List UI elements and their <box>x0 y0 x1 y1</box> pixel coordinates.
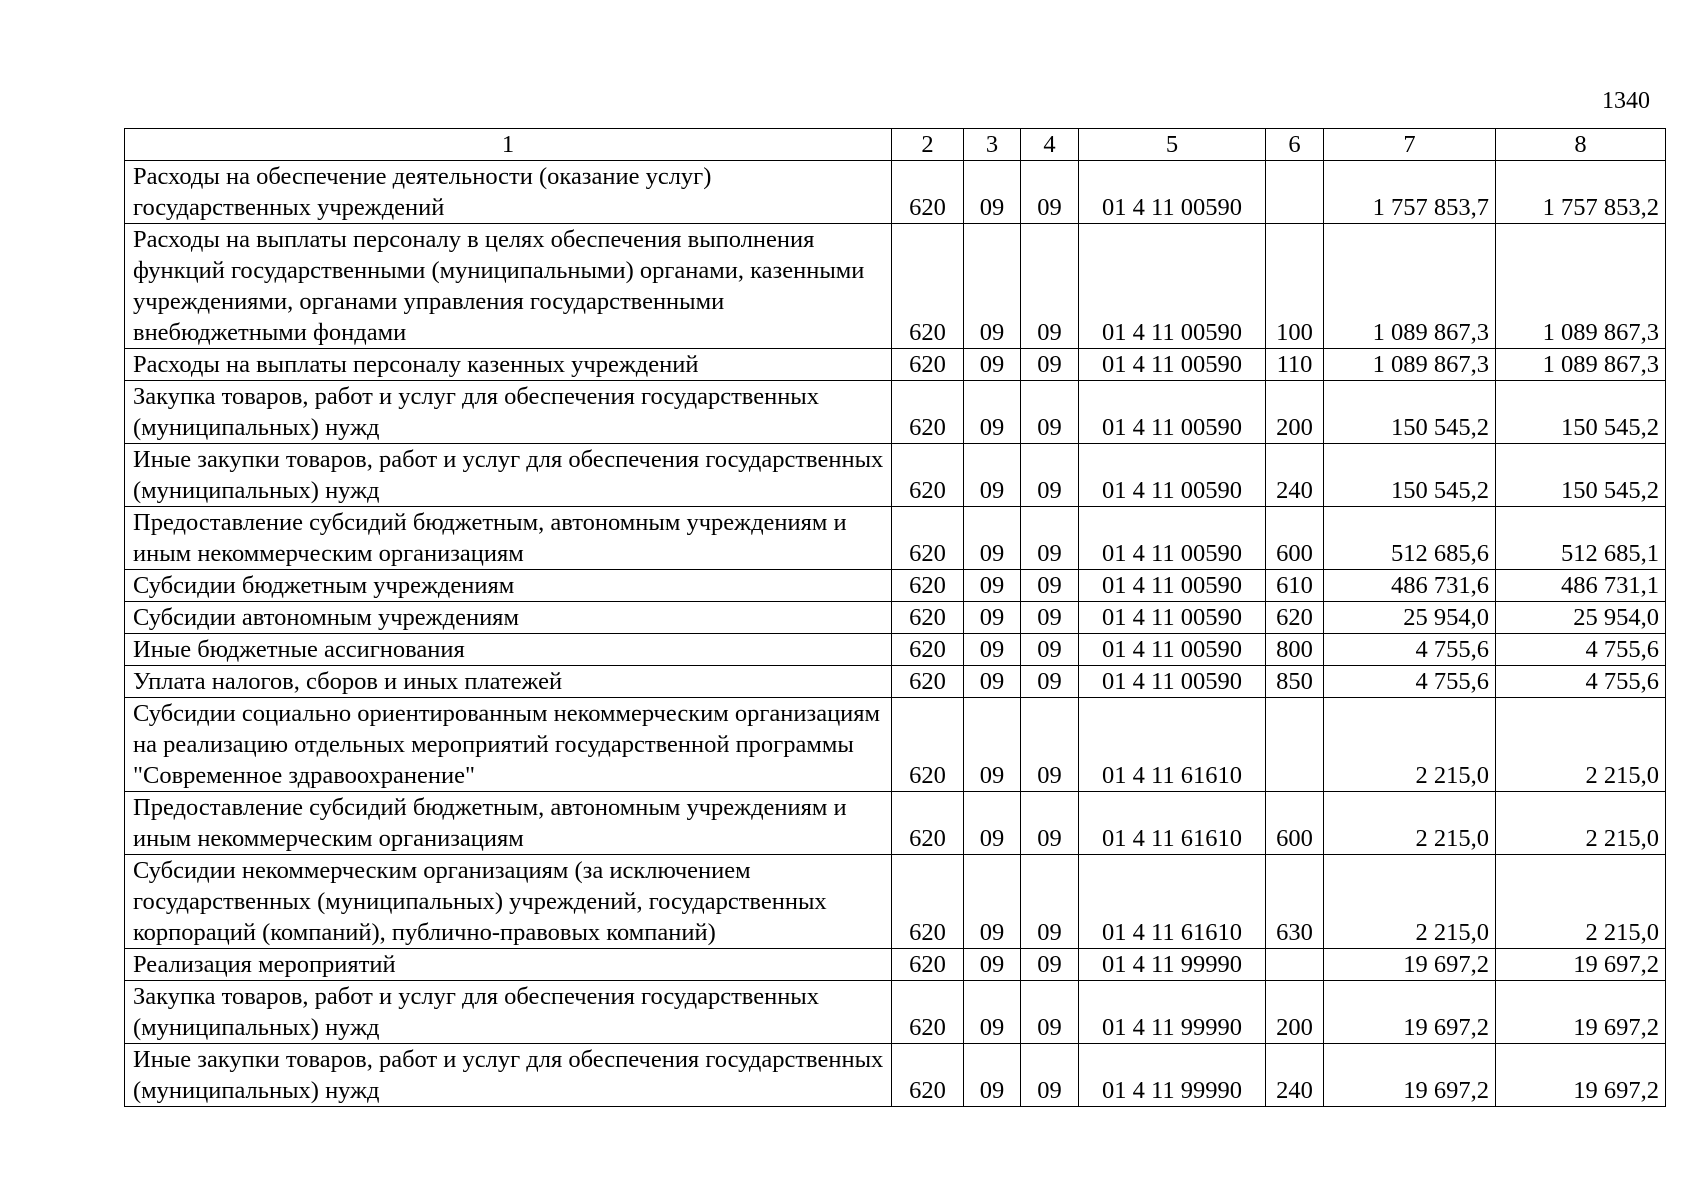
row-name-cell: Расходы на обеспечение деятельности (оказание услуг) государственных учреждений <box>125 161 892 224</box>
table-row <box>125 634 1666 666</box>
row-subsection-cell: 09 <box>1021 507 1079 570</box>
row-expense-type-cell: 200 <box>1266 981 1324 1044</box>
row-amount-cell: 1 089 867,3 <box>1496 224 1666 349</box>
row-subsection-cell: 09 <box>1021 381 1079 444</box>
row-section-cell: 09 <box>964 224 1021 349</box>
row-subsection-cell: 09 <box>1021 161 1079 224</box>
row-name-cell: Реализация мероприятий <box>125 949 892 981</box>
row-amount-cell: 25 954,0 <box>1496 602 1666 634</box>
row-code-cell: 620 <box>892 698 964 792</box>
row-target-article-cell: 01 4 11 00590 <box>1079 381 1266 444</box>
row-amount-cell: 2 215,0 <box>1496 855 1666 949</box>
row-subsection-cell: 09 <box>1021 634 1079 666</box>
row-target-article-cell: 01 4 11 99990 <box>1079 1044 1266 1107</box>
row-amount-cell: 4 755,6 <box>1496 666 1666 698</box>
table-row <box>125 224 1666 349</box>
table-row <box>125 602 1666 634</box>
row-target-article-cell: 01 4 11 00590 <box>1079 349 1266 381</box>
column-header: 1 <box>125 129 892 161</box>
row-expense-type-cell: 110 <box>1266 349 1324 381</box>
row-target-article-cell: 01 4 11 00590 <box>1079 444 1266 507</box>
row-amount-cell: 2 215,0 <box>1324 792 1496 855</box>
row-expense-type-cell: 240 <box>1266 1044 1324 1107</box>
row-amount-cell: 19 697,2 <box>1324 949 1496 981</box>
row-code-cell: 620 <box>892 1044 964 1107</box>
row-amount-cell: 1 089 867,3 <box>1324 349 1496 381</box>
row-amount-cell: 25 954,0 <box>1324 602 1496 634</box>
table-row <box>125 855 1666 949</box>
column-header: 7 <box>1324 129 1496 161</box>
row-expense-type-cell: 200 <box>1266 381 1324 444</box>
row-name-cell: Предоставление субсидий бюджетным, автономным учреждениям и иным некоммерческим организациям <box>125 792 892 855</box>
page-number: 1340 <box>1602 88 1650 114</box>
row-subsection-cell: 09 <box>1021 602 1079 634</box>
row-expense-type-cell: 610 <box>1266 570 1324 602</box>
row-expense-type-cell: 100 <box>1266 224 1324 349</box>
row-amount-cell: 150 545,2 <box>1324 444 1496 507</box>
row-section-cell: 09 <box>964 634 1021 666</box>
table-row <box>125 949 1666 981</box>
row-amount-cell: 19 697,2 <box>1496 981 1666 1044</box>
row-expense-type-cell: 600 <box>1266 792 1324 855</box>
row-name-cell: Предоставление субсидий бюджетным, автономным учреждениям и иным некоммерческим организациям <box>125 507 892 570</box>
row-target-article-cell: 01 4 11 00590 <box>1079 224 1266 349</box>
row-amount-cell: 1 757 853,7 <box>1324 161 1496 224</box>
row-amount-cell: 150 545,2 <box>1324 381 1496 444</box>
row-amount-cell: 2 215,0 <box>1324 698 1496 792</box>
row-amount-cell: 486 731,1 <box>1496 570 1666 602</box>
row-code-cell: 620 <box>892 507 964 570</box>
row-amount-cell: 19 697,2 <box>1496 949 1666 981</box>
row-amount-cell: 19 697,2 <box>1324 981 1496 1044</box>
row-name-cell: Субсидии социально ориентированным некоммерческим организациям на реализацию отдельных мероприятий государственной программы "Современное здравоохранение" <box>125 698 892 792</box>
column-header: 6 <box>1266 129 1324 161</box>
row-expense-type-cell: 850 <box>1266 666 1324 698</box>
row-target-article-cell: 01 4 11 61610 <box>1079 792 1266 855</box>
column-header: 2 <box>892 129 964 161</box>
row-amount-cell: 1 089 867,3 <box>1496 349 1666 381</box>
row-subsection-cell: 09 <box>1021 698 1079 792</box>
column-header: 5 <box>1079 129 1266 161</box>
row-amount-cell: 4 755,6 <box>1496 634 1666 666</box>
row-name-cell: Иные закупки товаров, работ и услуг для обеспечения государственных (муниципальных) нужд <box>125 1044 892 1107</box>
row-amount-cell: 1 089 867,3 <box>1324 224 1496 349</box>
row-name-cell: Субсидии автономным учреждениям <box>125 602 892 634</box>
row-code-cell: 620 <box>892 634 964 666</box>
table-row <box>125 507 1666 570</box>
row-code-cell: 620 <box>892 224 964 349</box>
row-section-cell: 09 <box>964 349 1021 381</box>
row-expense-type-cell <box>1266 698 1324 792</box>
row-section-cell: 09 <box>964 981 1021 1044</box>
row-expense-type-cell <box>1266 161 1324 224</box>
row-code-cell: 620 <box>892 792 964 855</box>
row-target-article-cell: 01 4 11 99990 <box>1079 949 1266 981</box>
row-amount-cell: 486 731,6 <box>1324 570 1496 602</box>
row-name-cell: Расходы на выплаты персоналу в целях обеспечения выполнения функций государственными (муниципальными) органами, казенными учреждениями, органами управления государственными внебюджетными фондами <box>125 224 892 349</box>
row-section-cell: 09 <box>964 570 1021 602</box>
table-row <box>125 349 1666 381</box>
row-subsection-cell: 09 <box>1021 855 1079 949</box>
row-section-cell: 09 <box>964 161 1021 224</box>
table-row <box>125 792 1666 855</box>
row-expense-type-cell: 620 <box>1266 602 1324 634</box>
row-section-cell: 09 <box>964 666 1021 698</box>
row-amount-cell: 2 215,0 <box>1496 792 1666 855</box>
header-row <box>125 129 1666 161</box>
row-section-cell: 09 <box>964 792 1021 855</box>
row-expense-type-cell: 800 <box>1266 634 1324 666</box>
row-code-cell: 620 <box>892 381 964 444</box>
row-section-cell: 09 <box>964 507 1021 570</box>
row-code-cell: 620 <box>892 666 964 698</box>
row-code-cell: 620 <box>892 570 964 602</box>
row-expense-type-cell: 600 <box>1266 507 1324 570</box>
column-header: 8 <box>1496 129 1666 161</box>
row-section-cell: 09 <box>964 602 1021 634</box>
row-amount-cell: 150 545,2 <box>1496 444 1666 507</box>
table-row <box>125 666 1666 698</box>
table-row <box>125 698 1666 792</box>
table-row <box>125 444 1666 507</box>
row-expense-type-cell <box>1266 949 1324 981</box>
row-name-cell: Субсидии некоммерческим организациям (за исключением государственных (муниципальных) учреждений, государственных корпораций (компаний), публично-правовых компаний) <box>125 855 892 949</box>
row-name-cell: Иные закупки товаров, работ и услуг для обеспечения государственных (муниципальных) нужд <box>125 444 892 507</box>
row-amount-cell: 512 685,1 <box>1496 507 1666 570</box>
budget-table <box>124 128 1666 1107</box>
row-subsection-cell: 09 <box>1021 444 1079 507</box>
row-code-cell: 620 <box>892 444 964 507</box>
row-expense-type-cell: 630 <box>1266 855 1324 949</box>
row-code-cell: 620 <box>892 161 964 224</box>
row-amount-cell: 4 755,6 <box>1324 634 1496 666</box>
table-row <box>125 570 1666 602</box>
row-amount-cell: 1 757 853,2 <box>1496 161 1666 224</box>
table-row <box>125 381 1666 444</box>
row-subsection-cell: 09 <box>1021 949 1079 981</box>
row-target-article-cell: 01 4 11 00590 <box>1079 602 1266 634</box>
table-row <box>125 981 1666 1044</box>
row-subsection-cell: 09 <box>1021 981 1079 1044</box>
row-target-article-cell: 01 4 11 00590 <box>1079 161 1266 224</box>
row-target-article-cell: 01 4 11 61610 <box>1079 855 1266 949</box>
row-target-article-cell: 01 4 11 00590 <box>1079 666 1266 698</box>
row-target-article-cell: 01 4 11 99990 <box>1079 981 1266 1044</box>
column-header: 3 <box>964 129 1021 161</box>
row-name-cell: Уплата налогов, сборов и иных платежей <box>125 666 892 698</box>
row-name-cell: Субсидии бюджетным учреждениям <box>125 570 892 602</box>
row-section-cell: 09 <box>964 855 1021 949</box>
row-amount-cell: 150 545,2 <box>1496 381 1666 444</box>
row-target-article-cell: 01 4 11 61610 <box>1079 698 1266 792</box>
column-header: 4 <box>1021 129 1079 161</box>
row-subsection-cell: 09 <box>1021 666 1079 698</box>
row-expense-type-cell: 240 <box>1266 444 1324 507</box>
row-subsection-cell: 09 <box>1021 792 1079 855</box>
row-subsection-cell: 09 <box>1021 570 1079 602</box>
row-code-cell: 620 <box>892 855 964 949</box>
row-amount-cell: 4 755,6 <box>1324 666 1496 698</box>
row-code-cell: 620 <box>892 602 964 634</box>
row-section-cell: 09 <box>964 381 1021 444</box>
row-section-cell: 09 <box>964 444 1021 507</box>
row-amount-cell: 2 215,0 <box>1324 855 1496 949</box>
row-code-cell: 620 <box>892 949 964 981</box>
row-name-cell: Иные бюджетные ассигнования <box>125 634 892 666</box>
row-name-cell: Расходы на выплаты персоналу казенных учреждений <box>125 349 892 381</box>
row-target-article-cell: 01 4 11 00590 <box>1079 570 1266 602</box>
row-amount-cell: 19 697,2 <box>1324 1044 1496 1107</box>
row-subsection-cell: 09 <box>1021 349 1079 381</box>
row-name-cell: Закупка товаров, работ и услуг для обеспечения государственных (муниципальных) нужд <box>125 381 892 444</box>
row-name-cell: Закупка товаров, работ и услуг для обеспечения государственных (муниципальных) нужд <box>125 981 892 1044</box>
row-amount-cell: 2 215,0 <box>1496 698 1666 792</box>
row-target-article-cell: 01 4 11 00590 <box>1079 507 1266 570</box>
row-section-cell: 09 <box>964 1044 1021 1107</box>
row-code-cell: 620 <box>892 981 964 1044</box>
row-amount-cell: 19 697,2 <box>1496 1044 1666 1107</box>
row-target-article-cell: 01 4 11 00590 <box>1079 634 1266 666</box>
table-row <box>125 1044 1666 1107</box>
row-code-cell: 620 <box>892 349 964 381</box>
table-row <box>125 161 1666 224</box>
row-section-cell: 09 <box>964 698 1021 792</box>
row-subsection-cell: 09 <box>1021 224 1079 349</box>
row-amount-cell: 512 685,6 <box>1324 507 1496 570</box>
row-subsection-cell: 09 <box>1021 1044 1079 1107</box>
table-body <box>125 161 1666 1107</box>
row-section-cell: 09 <box>964 949 1021 981</box>
